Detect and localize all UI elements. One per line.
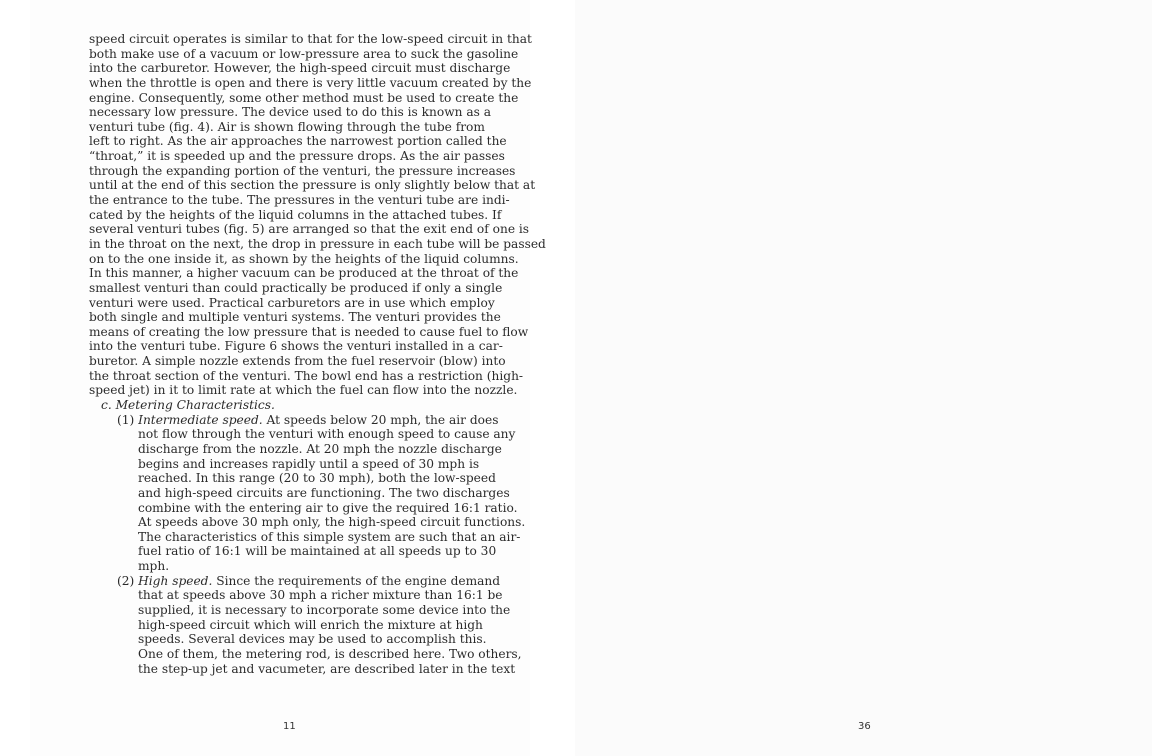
- text-line: smallest venturi than could practically be produced if only a single: [89, 280, 503, 295]
- text-line: venturi tube (fig. 4). Air is shown flowing through the tube from: [89, 119, 485, 134]
- text-line: through the expanding portion of the venturi, the pressure increases: [89, 163, 516, 178]
- text-line: venturi were used. Practical carburetors are in use which employ: [89, 295, 495, 310]
- list-item-line: discharge from the nozzle. At 20 mph the nozzle discharge: [138, 441, 502, 456]
- list-item-line: high-speed circuit which will enrich the mixture at high: [138, 617, 483, 632]
- text-line: cated by the heights of the liquid columns in the attached tubes. If: [89, 207, 502, 222]
- item-title: High speed.: [138, 573, 213, 588]
- left-page-number: 11: [283, 721, 296, 732]
- text-line: “throat,” it is speeded up and the pressure drops. As the air passes: [89, 149, 505, 164]
- list-item-first-line: [89, 573, 501, 589]
- list-item-line: supplied, it is necessary to incorporate some device into the: [138, 602, 511, 617]
- list-item-line: that at speeds above 30 mph a richer mixture than 16:1 be: [138, 588, 503, 603]
- text-line: on to the one inside it, as shown by the heights of the liquid columns.: [89, 251, 519, 266]
- list-item-line: At speeds above 30 mph only, the high-speed circuit functions.: [138, 515, 526, 530]
- list-item-line: not flow through the venturi with enough speed to cause any: [138, 427, 516, 442]
- text-line: speed jet) in it to limit rate at which the fuel can flow into the nozzle.: [89, 383, 518, 398]
- text-line: in the throat on the next, the drop in pressure in each tube will be passed: [89, 236, 546, 251]
- text-line: engine. Consequently, some other method must be used to create the: [89, 90, 519, 105]
- item-text: At speeds below 20 mph, the air does: [266, 412, 499, 427]
- item-number: (1): [117, 412, 135, 427]
- list-item-line: and high-speed circuits are functioning. The two discharges: [138, 485, 510, 500]
- text-line: both single and multiple venturi systems. The venturi provides the: [89, 310, 501, 325]
- list-item-line: The characteristics of this simple system are such that an air-: [138, 529, 521, 544]
- text-line: into the carburetor. However, the high-speed circuit must discharge: [89, 61, 511, 76]
- text-line: necessary low pressure. The device used to do this is known as a: [89, 105, 492, 120]
- text-line: when the throttle is open and there is very little vacuum created by the: [89, 75, 532, 90]
- list-item-line: begins and increases rapidly until a speed of 30 mph is: [138, 456, 480, 471]
- item-text: Since the requirements of the engine demand: [216, 573, 501, 588]
- right-page-number: 36: [858, 721, 871, 732]
- text-line: the throat section of the venturi. The bowl end has a restriction (high-: [89, 368, 524, 383]
- text-line: several venturi tubes (fig. 5) are arranged so that the exit end of one is: [89, 222, 530, 237]
- text-line: means of creating the low pressure that is needed to cause fuel to flow: [89, 324, 529, 339]
- text-line: left to right. As the air approaches the narrowest portion called the: [89, 134, 507, 149]
- list-item-line: combine with the entering air to give the required 16:1 ratio.: [138, 500, 518, 515]
- text-line: until at the end of this section the pressure is only slightly below that at: [89, 178, 536, 193]
- text-line: In this manner, a higher vacuum can be produced at the throat of the: [89, 266, 519, 281]
- section-heading: c. Metering Characteristics.: [101, 398, 275, 413]
- text-line: both make use of a vacuum or low-pressure area to suck the gasoline: [89, 46, 519, 61]
- list-item-line: the step-up jet and vacumeter, are described later in the text: [138, 661, 516, 676]
- list-item-line: One of them, the metering rod, is described here. Two others,: [138, 646, 522, 661]
- list-item-line: reached. In this range (20 to 30 mph), both the low-speed: [138, 471, 496, 486]
- text-line: into the venturi tube. Figure 6 shows the venturi installed in a car-: [89, 339, 503, 354]
- list-item-line: fuel ratio of 16:1 will be maintained at all speeds up to 30: [138, 544, 497, 559]
- text-line: speed circuit operates is similar to that for the low-speed circuit in that: [89, 32, 532, 46]
- list-item-line: speeds. Several devices may be used to accomplish this.: [138, 632, 487, 647]
- item-number: (2): [117, 573, 135, 588]
- text-line: buretor. A simple nozzle extends from the fuel reservoir (blow) into: [89, 354, 506, 369]
- item-title: Intermediate speed.: [138, 412, 263, 427]
- text-line: the entrance to the tube. The pressures in the venturi tube are indi-: [89, 193, 510, 208]
- list-item-line: mph.: [138, 559, 170, 574]
- page-text: [89, 32, 546, 676]
- list-item-first-line: [89, 412, 499, 428]
- right-page: [575, 0, 1152, 756]
